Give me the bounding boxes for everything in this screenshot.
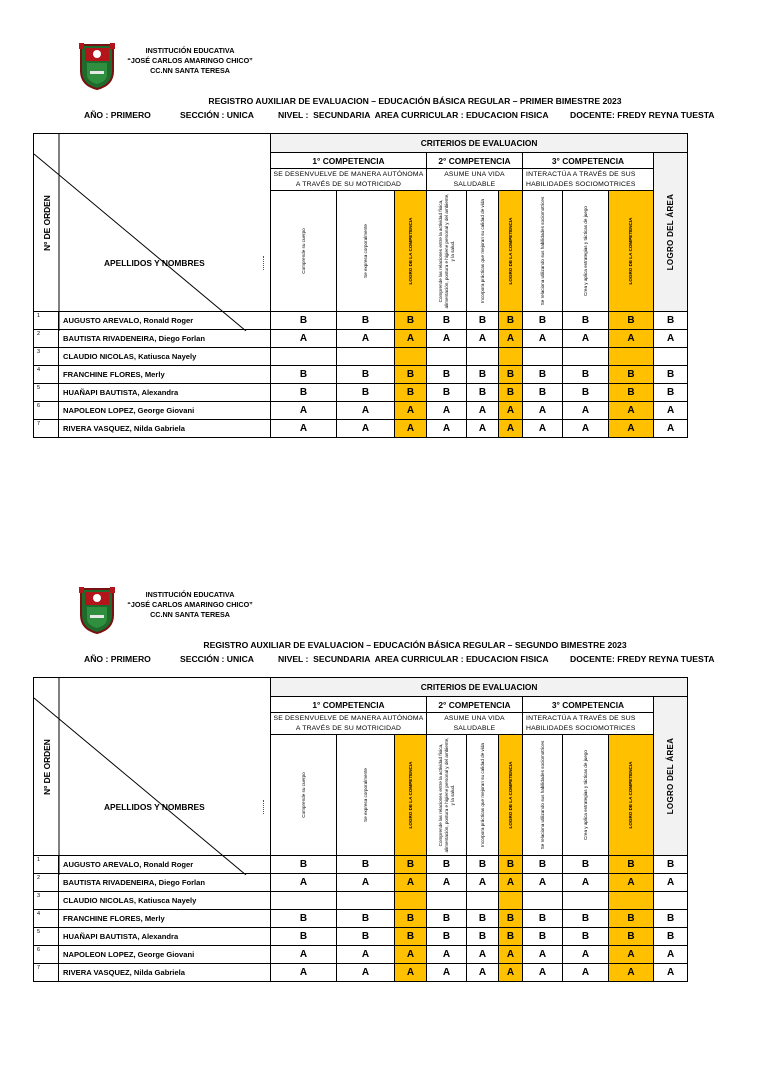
grade-logro-area: B	[654, 384, 688, 402]
grade-logro-competencia: B	[499, 384, 523, 402]
grade-cell: A	[523, 946, 563, 964]
grade-cell: A	[271, 874, 337, 892]
grade-cell: B	[271, 366, 337, 384]
grade-cell: A	[337, 330, 395, 348]
grade-cell	[337, 892, 395, 910]
grade-cell: B	[563, 384, 609, 402]
grade-logro-competencia: A	[395, 330, 427, 348]
grade-logro-competencia: B	[499, 856, 523, 874]
criterion-c2a: Comprende las relaciones entre la actividad física, alimentación, postura e higiene personal y del ambiente, y la salud.	[427, 735, 467, 856]
grade-logro-competencia: B	[395, 856, 427, 874]
institution-line-1: INSTITUCIÓN EDUCATIVA	[145, 590, 235, 599]
grade-cell: B	[337, 856, 395, 874]
row-number: 2	[34, 330, 59, 348]
criterion-logro-3: LOGRO DE LA COMPETENCIA	[609, 191, 654, 312]
criterion-c3b: Crea y aplica estrategias y tácticas de juego	[563, 735, 609, 856]
row-number: 5	[34, 384, 59, 402]
grade-logro-competencia	[609, 892, 654, 910]
grade-cell	[271, 348, 337, 366]
criterion-c3a: Se relaciona utilizando sus habilidades sociomotrices	[523, 735, 563, 856]
grade-logro-area	[654, 892, 688, 910]
student-name: HUAÑAPI BAUTISTA, Alexandra	[59, 928, 271, 946]
comp1-description: SE DESENVUELVE DE MANERA AUTÓNOMA A TRAVÉS DE SU MOTRICIDAD	[271, 169, 427, 191]
grade-cell: B	[427, 856, 467, 874]
grade-logro-area: B	[654, 366, 688, 384]
grade-logro-area: A	[654, 402, 688, 420]
grade-cell: A	[427, 402, 467, 420]
grade-logro-competencia: A	[395, 964, 427, 982]
grade-logro-area: A	[654, 420, 688, 438]
row-number: 6	[34, 946, 59, 964]
comp1-header: 1° COMPETENCIA	[271, 697, 427, 713]
grade-logro-competencia: B	[609, 384, 654, 402]
criterion-c1a: Comprende su cuerpo	[271, 191, 337, 312]
row-number: 4	[34, 366, 59, 384]
grade-cell	[563, 348, 609, 366]
grade-logro-competencia: A	[499, 402, 523, 420]
grades-table	[33, 677, 688, 982]
grade-cell: B	[523, 856, 563, 874]
grade-logro-competencia: A	[609, 874, 654, 892]
comp2-description: ASUME UNA VIDA SALUDABLE	[427, 169, 523, 191]
grade-logro-area: A	[654, 946, 688, 964]
comp3-description: INTERACTÚA A TRAVÉS DE SUS HABILIDADES SOCIOMOTRICES	[523, 713, 654, 735]
grade-cell	[427, 892, 467, 910]
grade-logro-competencia: A	[395, 946, 427, 964]
grade-logro-competencia	[499, 348, 523, 366]
grade-cell	[467, 892, 499, 910]
grade-logro-competencia: B	[499, 366, 523, 384]
grade-cell: A	[563, 402, 609, 420]
grade-logro-competencia: B	[499, 312, 523, 330]
grade-logro-competencia: B	[395, 910, 427, 928]
row-number: 7	[34, 420, 59, 438]
criterion-c2b: Incorpora prácticas que mejoran su calidad de vida	[467, 735, 499, 856]
row-number: 5	[34, 928, 59, 946]
grade-cell: B	[427, 928, 467, 946]
institution-line-2: “JOSÉ CARLOS AMARINGO CHICO”	[127, 56, 253, 65]
grade-cell	[271, 892, 337, 910]
table-row	[34, 330, 688, 348]
table-row	[34, 348, 688, 366]
student-name: CLAUDIO NICOLAS, Katiusca Nayely	[59, 892, 271, 910]
criterios-header: CRITERIOS DE EVALUACION	[271, 134, 688, 153]
criterion-c1b: Se expresa corporalmente	[337, 735, 395, 856]
criterion-c3a: Se relaciona utilizando sus habilidades sociomotrices	[523, 191, 563, 312]
grade-cell: A	[523, 874, 563, 892]
grade-logro-competencia	[395, 892, 427, 910]
grade-cell: B	[563, 928, 609, 946]
orden-header: Nº DE ORDEN	[41, 738, 52, 795]
grade-cell: A	[427, 330, 467, 348]
grade-logro-area: B	[654, 856, 688, 874]
grades-table	[33, 133, 688, 438]
grade-logro-competencia: A	[609, 420, 654, 438]
student-name: AUGUSTO AREVALO, Ronald Roger	[59, 856, 271, 874]
comp2-header: 2° COMPETENCIA	[427, 697, 523, 713]
grade-logro-competencia: A	[499, 964, 523, 982]
grade-cell: A	[427, 420, 467, 438]
criterion-logro-3: LOGRO DE LA COMPETENCIA	[609, 735, 654, 856]
grade-cell: B	[467, 384, 499, 402]
grade-logro-competencia	[609, 348, 654, 366]
grade-cell: A	[563, 330, 609, 348]
grade-cell: A	[523, 330, 563, 348]
grade-cell: A	[427, 874, 467, 892]
student-name: CLAUDIO NICOLAS, Katiusca Nayely	[59, 348, 271, 366]
grade-cell: A	[467, 420, 499, 438]
table-row	[34, 402, 688, 420]
grade-logro-competencia: A	[609, 946, 654, 964]
grade-cell: A	[271, 330, 337, 348]
grade-logro-area: A	[654, 964, 688, 982]
dotted-marker	[263, 256, 265, 270]
grade-cell: A	[523, 420, 563, 438]
grade-cell	[523, 348, 563, 366]
criterion-c3b: Crea y aplica estrategias y tácticas de juego	[563, 191, 609, 312]
student-name: FRANCHINE FLORES, Merly	[59, 366, 271, 384]
table-row	[34, 910, 688, 928]
table-row	[34, 928, 688, 946]
grade-logro-competencia: B	[395, 312, 427, 330]
grade-cell: B	[271, 928, 337, 946]
orden-header: Nº DE ORDEN	[41, 194, 52, 251]
table-row	[34, 420, 688, 438]
criterion-logro-1: LOGRO DE LA COMPETENCIA	[395, 735, 427, 856]
grade-cell: B	[563, 910, 609, 928]
grade-cell: B	[427, 384, 467, 402]
dotted-marker	[263, 800, 265, 814]
grade-logro-competencia: A	[609, 964, 654, 982]
grade-cell: B	[563, 366, 609, 384]
row-number: 2	[34, 874, 59, 892]
row-number: 3	[34, 892, 59, 910]
grade-cell: A	[271, 964, 337, 982]
grade-logro-competencia: A	[395, 402, 427, 420]
meta-docente: DOCENTE: FREDY REYNA TUESTA	[570, 110, 715, 120]
grade-cell: B	[563, 312, 609, 330]
table-row	[34, 964, 688, 982]
student-name: NAPOLEON LOPEZ, George Giovani	[59, 946, 271, 964]
meta-seccion: SECCIÓN : UNICA	[180, 654, 255, 664]
apellidos-header: APELLIDOS Y NOMBRES	[104, 258, 205, 268]
comp1-description: SE DESENVUELVE DE MANERA AUTÓNOMA A TRAVÉS DE SU MOTRICIDAD	[271, 713, 427, 735]
grade-logro-competencia: A	[395, 420, 427, 438]
grade-cell	[427, 348, 467, 366]
grade-logro-competencia	[395, 348, 427, 366]
grade-cell: B	[427, 366, 467, 384]
criterion-logro-2: LOGRO DE LA COMPETENCIA	[499, 191, 523, 312]
grade-logro-competencia: A	[395, 874, 427, 892]
meta-anio: AÑO : PRIMERO	[84, 110, 151, 120]
grade-cell: A	[563, 420, 609, 438]
grade-cell: B	[271, 312, 337, 330]
grade-cell: B	[563, 856, 609, 874]
grade-cell: B	[523, 312, 563, 330]
corner-diagonal	[34, 678, 271, 875]
grade-logro-area: A	[654, 874, 688, 892]
grade-cell: B	[523, 928, 563, 946]
grade-cell: A	[427, 946, 467, 964]
grade-cell: A	[467, 330, 499, 348]
grade-logro-competencia: A	[499, 874, 523, 892]
grade-cell	[467, 348, 499, 366]
grade-cell: A	[427, 964, 467, 982]
row-number: 3	[34, 348, 59, 366]
grade-cell: B	[427, 312, 467, 330]
grade-cell: B	[337, 384, 395, 402]
row-number: 1	[34, 312, 59, 330]
grade-logro-area	[654, 348, 688, 366]
logro-area-header: LOGRO DEL ÁREA	[654, 697, 688, 856]
register-title: REGISTRO AUXILIAR DE EVALUACION – EDUCACIÓN BÁSICA REGULAR – SEGUNDO BIMESTRE 2023	[203, 640, 627, 650]
student-name: RIVERA VASQUEZ, Nilda Gabriela	[59, 964, 271, 982]
meta-anio: AÑO : PRIMERO	[84, 654, 151, 664]
table-corner-header	[34, 134, 271, 312]
student-name: RIVERA VASQUEZ, Nilda Gabriela	[59, 420, 271, 438]
row-number: 6	[34, 402, 59, 420]
grade-cell: B	[467, 366, 499, 384]
grade-cell: B	[337, 366, 395, 384]
grade-logro-competencia: A	[499, 946, 523, 964]
institution-header	[110, 590, 270, 620]
criterion-logro-1: LOGRO DE LA COMPETENCIA	[395, 191, 427, 312]
grade-logro-area: A	[654, 330, 688, 348]
row-number: 4	[34, 910, 59, 928]
grade-logro-competencia: B	[609, 910, 654, 928]
criterion-c1b: Se expresa corporalmente	[337, 191, 395, 312]
grade-cell: A	[271, 402, 337, 420]
grade-cell: A	[337, 946, 395, 964]
grade-logro-competencia: B	[499, 910, 523, 928]
meta-seccion: SECCIÓN : UNICA	[180, 110, 255, 120]
table-row	[34, 366, 688, 384]
logro-area-header: LOGRO DEL ÁREA	[654, 153, 688, 312]
row-number: 7	[34, 964, 59, 982]
grade-cell: B	[523, 384, 563, 402]
grade-cell: A	[563, 874, 609, 892]
meta-docente: DOCENTE: FREDY REYNA TUESTA	[570, 654, 715, 664]
grade-logro-competencia: B	[499, 928, 523, 946]
grade-cell: A	[563, 946, 609, 964]
grade-logro-competencia: B	[395, 928, 427, 946]
grade-cell: A	[337, 964, 395, 982]
grade-cell: B	[523, 366, 563, 384]
institution-line-3: CC.NN SANTA TERESA	[150, 66, 230, 75]
grade-cell: B	[271, 910, 337, 928]
grade-logro-competencia: A	[499, 330, 523, 348]
register-block-2	[0, 582, 768, 1082]
grade-cell	[523, 892, 563, 910]
comp3-header: 3° COMPETENCIA	[523, 153, 654, 169]
comp2-header: 2° COMPETENCIA	[427, 153, 523, 169]
student-name: NAPOLEON LOPEZ, George Giovani	[59, 402, 271, 420]
table-row	[34, 874, 688, 892]
grade-cell: A	[271, 946, 337, 964]
grade-cell: A	[337, 402, 395, 420]
student-name: FRANCHINE FLORES, Merly	[59, 910, 271, 928]
grade-logro-area: B	[654, 910, 688, 928]
grade-cell: B	[467, 312, 499, 330]
student-name: HUAÑAPI BAUTISTA, Alexandra	[59, 384, 271, 402]
grade-logro-area: B	[654, 928, 688, 946]
apellidos-header: APELLIDOS Y NOMBRES	[104, 802, 205, 812]
grade-cell: A	[337, 420, 395, 438]
register-block-1	[0, 38, 768, 538]
institution-line-1: INSTITUCIÓN EDUCATIVA	[145, 46, 235, 55]
grade-cell: B	[467, 856, 499, 874]
grade-logro-competencia: B	[609, 312, 654, 330]
institution-line-3: CC.NN SANTA TERESA	[150, 610, 230, 619]
criterion-c2b: Incorpora prácticas que mejoran su calidad de vida	[467, 191, 499, 312]
grade-cell: A	[523, 402, 563, 420]
student-name: AUGUSTO AREVALO, Ronald Roger	[59, 312, 271, 330]
grade-logro-competencia	[499, 892, 523, 910]
grade-cell: B	[427, 910, 467, 928]
grade-logro-competencia: A	[499, 420, 523, 438]
grade-cell: A	[523, 964, 563, 982]
grade-logro-competencia: B	[609, 856, 654, 874]
grade-cell: A	[337, 874, 395, 892]
grade-cell: A	[467, 964, 499, 982]
grade-cell: B	[523, 910, 563, 928]
grade-cell: B	[271, 384, 337, 402]
grade-cell: B	[467, 928, 499, 946]
comp2-description: ASUME UNA VIDA SALUDABLE	[427, 713, 523, 735]
grade-logro-area: B	[654, 312, 688, 330]
student-name: BAUTISTA RIVADENEIRA, Diego Forlan	[59, 874, 271, 892]
grade-logro-competencia: B	[609, 928, 654, 946]
grade-cell: B	[337, 928, 395, 946]
row-number: 1	[34, 856, 59, 874]
criterion-logro-2: LOGRO DE LA COMPETENCIA	[499, 735, 523, 856]
criterion-c1a: Comprende su cuerpo	[271, 735, 337, 856]
criterios-header: CRITERIOS DE EVALUACION	[271, 678, 688, 697]
grade-cell: A	[467, 946, 499, 964]
grade-cell: B	[337, 312, 395, 330]
grade-cell	[337, 348, 395, 366]
grade-logro-competencia: A	[609, 402, 654, 420]
student-name: BAUTISTA RIVADENEIRA, Diego Forlan	[59, 330, 271, 348]
grade-cell: B	[271, 856, 337, 874]
corner-diagonal	[34, 134, 271, 331]
register-title: REGISTRO AUXILIAR DE EVALUACION – EDUCACIÓN BÁSICA REGULAR – PRIMER BIMESTRE 2023	[208, 96, 622, 106]
grade-cell: B	[467, 910, 499, 928]
grade-cell: A	[271, 420, 337, 438]
grade-logro-competencia: B	[609, 366, 654, 384]
institution-header	[110, 46, 270, 76]
table-row	[34, 384, 688, 402]
comp1-header: 1° COMPETENCIA	[271, 153, 427, 169]
grade-logro-competencia: B	[395, 366, 427, 384]
comp3-description: INTERACTÚA A TRAVÉS DE SUS HABILIDADES SOCIOMOTRICES	[523, 169, 654, 191]
grade-cell: A	[563, 964, 609, 982]
criterion-c2a: Comprende las relaciones entre la actividad física, alimentación, postura e higiene personal y del ambiente, y la salud.	[427, 191, 467, 312]
meta-nivel: NIVEL : SECUNDARIA AREA CURRICULAR : EDUCACION FISICA	[278, 654, 549, 664]
grade-cell: A	[467, 874, 499, 892]
grade-logro-competencia: A	[609, 330, 654, 348]
table-row	[34, 892, 688, 910]
grade-logro-competencia: B	[395, 384, 427, 402]
grade-cell	[563, 892, 609, 910]
table-row	[34, 946, 688, 964]
comp3-header: 3° COMPETENCIA	[523, 697, 654, 713]
meta-nivel: NIVEL : SECUNDARIA AREA CURRICULAR : EDUCACION FISICA	[278, 110, 549, 120]
institution-line-2: “JOSÉ CARLOS AMARINGO CHICO”	[127, 600, 253, 609]
table-corner-header	[34, 678, 271, 856]
grade-cell: A	[467, 402, 499, 420]
grade-cell: B	[337, 910, 395, 928]
